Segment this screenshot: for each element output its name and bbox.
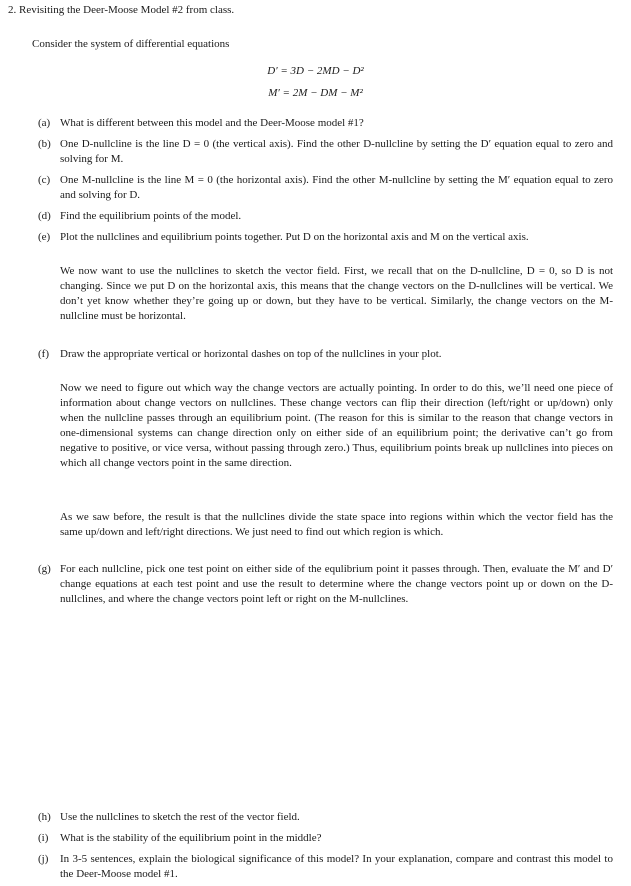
paragraph-change-vectors: Now we need to figure out which way the change vectors are actually pointing. In order to do this, we’ll need one piece of information about change vectors on nullclines. These change vectors can flip their direction (left/right or up/down) only when the nullcline passes through an equilibrium point. (The reason for this is similar to the reason that change vectors in one-dimensional systems can change direction only on either side of an equilibrium point; the derivative can’t go from negative to positive, or vice versa, without passing through zero.) Thus, equilibrium points break up nullclines into pieces on which all change vectors point in the same direction. (60, 382, 613, 469)
equation-d-prime: D′ = 3D − 2MD − D² (267, 65, 364, 77)
question-h (38, 810, 613, 825)
question-label: (i) (38, 832, 49, 844)
question-d (38, 209, 613, 224)
question-text: In 3-5 sentences, explain the biological significance of this model? In your explanation, compare and contrast this model to the Deer-Moose model #1. (60, 853, 613, 880)
equation-m-prime: M′ = 2M − DM − M² (268, 87, 363, 99)
paragraph-vector-field: We now want to use the nullclines to sketch the vector field. First, we recall that on the D-nullcline, D = 0, so D is not changing. Since we put D on the horizontal axis, this means that the change vectors on the D-nullclines will be vertical. We don’t yet know whether they’re going up or down, but they have to be vertical. Similarly, the change vectors on the M-nullcline must be horizontal. (60, 265, 613, 322)
question-label: (e) (38, 231, 51, 243)
question-label: (b) (38, 138, 51, 150)
question-text: Draw the appropriate vertical or horizontal dashes on top of the nullclines in your plot. (60, 348, 442, 360)
question-i (38, 831, 613, 846)
question-label: (g) (38, 563, 51, 575)
intro-text: Consider the system of differential equations (32, 38, 230, 50)
question-text: What is the stability of the equilibrium point in the middle? (60, 832, 322, 844)
problem-heading: 2. Revisiting the Deer-Moose Model #2 from class. (8, 4, 235, 16)
question-f (38, 347, 613, 362)
question-j (38, 852, 613, 882)
question-text: Find the equilibrium points of the model. (60, 210, 242, 222)
question-text: What is different between this model and the Deer-Moose model #1? (60, 117, 364, 129)
question-e (38, 230, 613, 245)
question-g (38, 562, 613, 607)
question-label: (j) (38, 853, 49, 865)
question-text: Use the nullclines to sketch the rest of the vector field. (60, 811, 300, 823)
question-label: (d) (38, 210, 51, 222)
question-b (38, 137, 613, 167)
paragraph-regions: As we saw before, the result is that the nullclines divide the state space into regions within which the vector field has the same up/down and left/right directions. We just need to find out which region is which. (60, 511, 613, 538)
question-text: One M-nullcline is the line M = 0 (the horizontal axis). Find the other M-nullcline by setting the M′ equation equal to zero and solving for D. (60, 174, 613, 201)
question-text: One D-nullcline is the line D = 0 (the vertical axis). Find the other D-nullcline by setting the D′ equation equal to zero and solving for M. (60, 138, 613, 165)
question-label: (c) (38, 174, 51, 186)
question-a (38, 116, 613, 131)
question-text: For each nullcline, pick one test point on either side of the equlibrium point it passes through. Then, evaluate the M′ and D′ change equations at each test point and use the result to determine where the change vectors point up or down on the D-nullclines, and where the change vectors point left or right on the M-nullclines. (60, 563, 613, 605)
question-label: (a) (38, 117, 51, 129)
question-text: Plot the nullclines and equilibrium points together. Put D on the horizontal axis and M on the vertical axis. (60, 231, 529, 243)
question-label: (f) (38, 348, 49, 360)
question-c (38, 173, 613, 203)
question-label: (h) (38, 811, 51, 823)
